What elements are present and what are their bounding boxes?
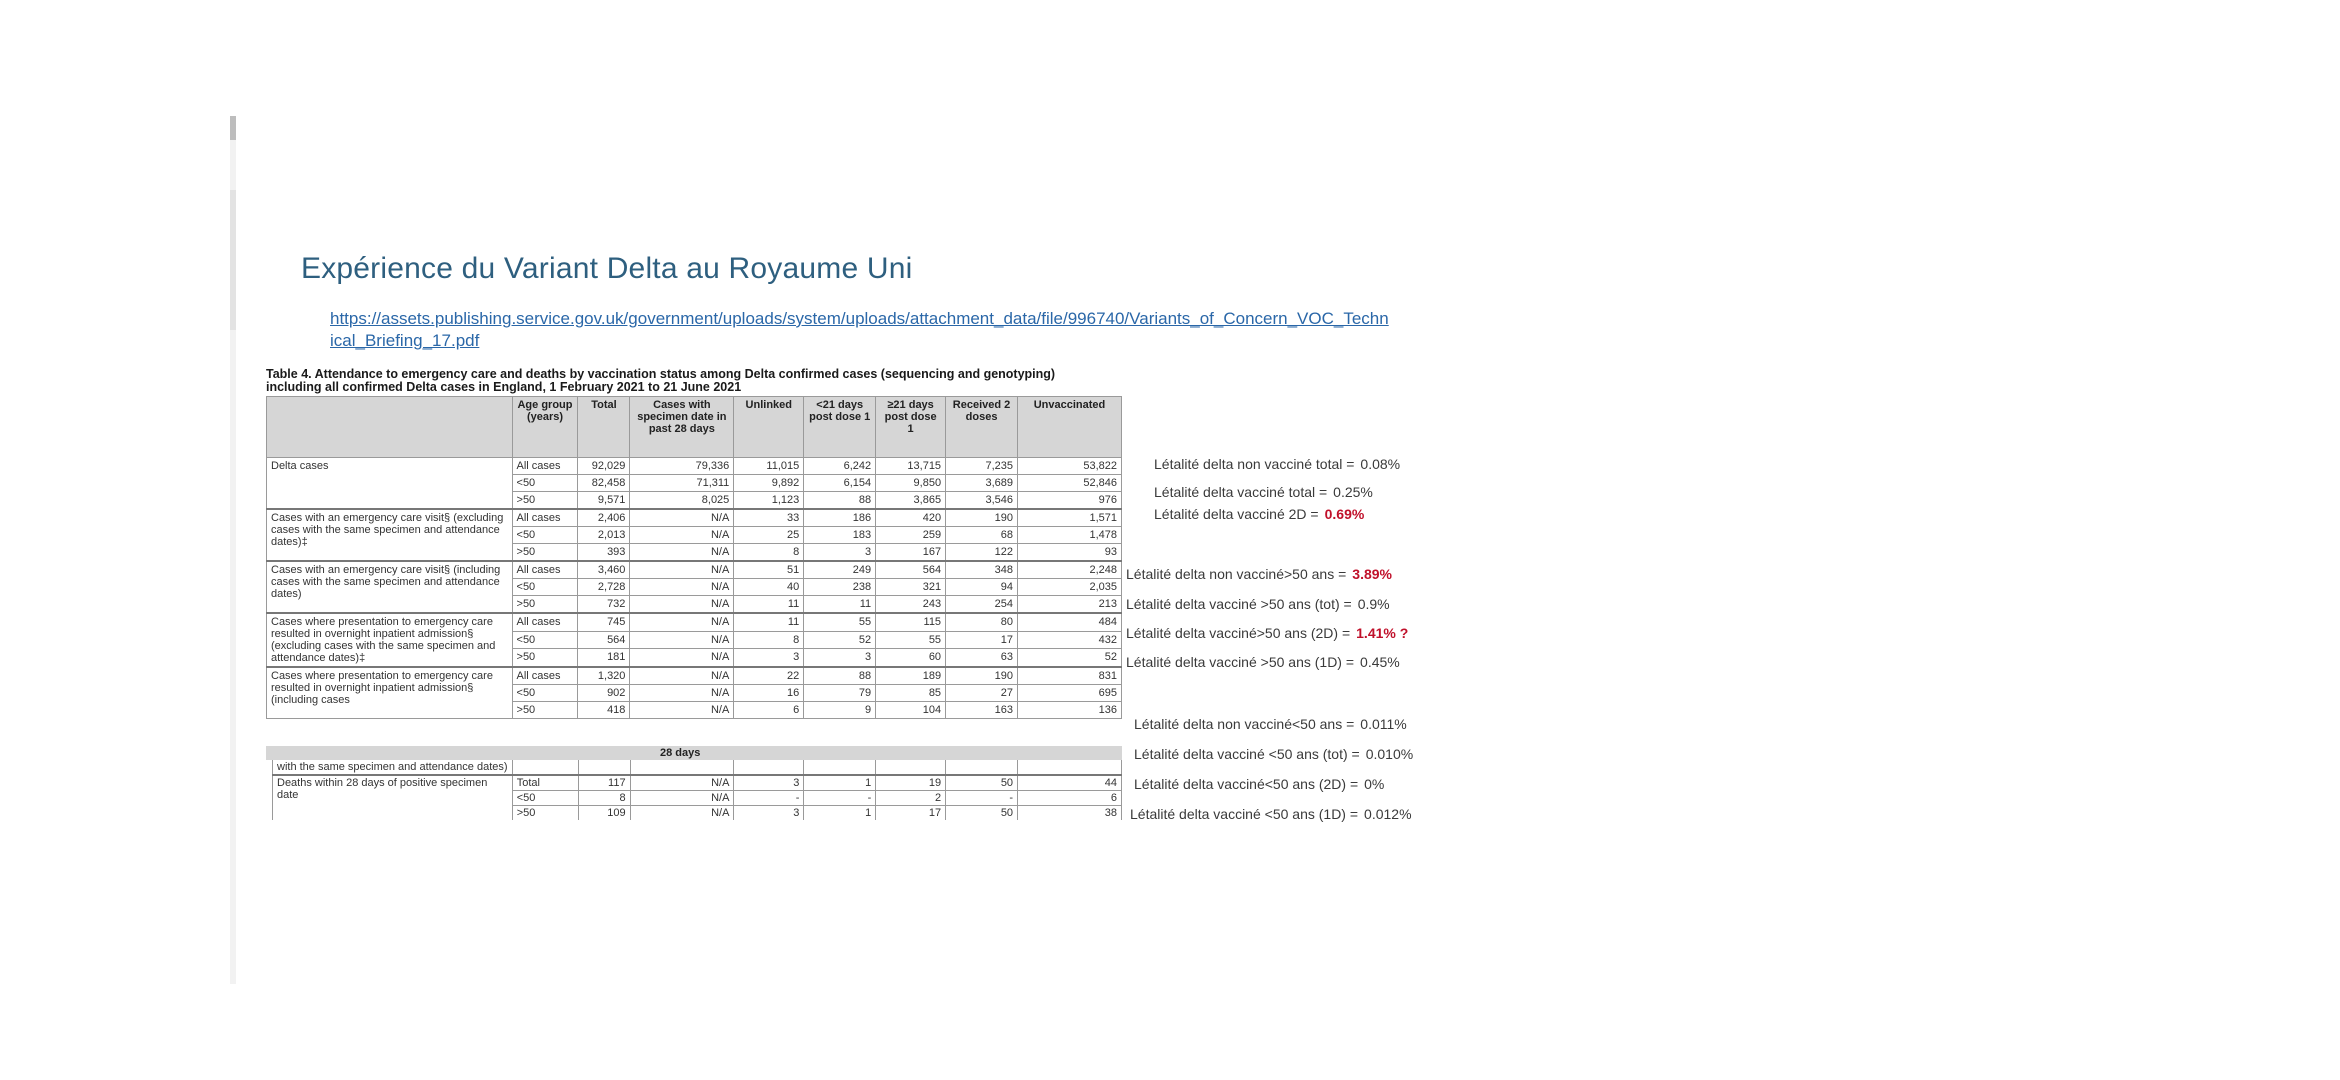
attendance-deaths-table-continued: [272, 760, 1122, 820]
table-cell: 16: [734, 685, 804, 702]
table-cell: 85: [876, 685, 946, 702]
table-cell: 9,850: [876, 475, 946, 492]
table-row: [267, 458, 1122, 475]
table-cell: 186: [804, 509, 876, 527]
table-cell: 17: [946, 631, 1018, 649]
table-cell: 213: [1018, 596, 1122, 614]
lethality-value: 0.010%: [1365, 746, 1414, 762]
table-cell: 11,015: [734, 458, 804, 475]
table-cell: 92,029: [578, 458, 630, 475]
lethality-note: [1126, 596, 1390, 612]
lethality-value: 3.89%: [1352, 566, 1392, 582]
attendance-deaths-table: [266, 396, 1122, 719]
lethality-label: Létalité delta vacciné 2D =: [1154, 506, 1319, 522]
table-cell: 2: [876, 791, 946, 806]
table-cell: 420: [876, 509, 946, 527]
table-cell: 564: [578, 631, 630, 649]
table-cell-age-group: All cases: [512, 613, 578, 631]
lethality-note: [1134, 746, 1413, 762]
table-cell: N/A: [630, 702, 734, 719]
table-cell: 348: [946, 561, 1018, 579]
table-cell: 40: [734, 579, 804, 596]
table-cell: 183: [804, 527, 876, 544]
table-cell: N/A: [630, 544, 734, 562]
table-body-continued: [273, 760, 1122, 820]
table-header-cell: Unvaccinated: [1018, 397, 1122, 458]
lethality-value: 1.41% ?: [1356, 625, 1409, 641]
lethality-label: Létalité delta vacciné<50 ans (2D) =: [1134, 776, 1359, 792]
lethality-note: [1126, 566, 1392, 582]
table-cell: N/A: [630, 649, 734, 667]
table-cell: [512, 760, 578, 775]
table-cell-age-group: <50: [512, 685, 578, 702]
table-cell-age-group: >50: [512, 544, 578, 562]
table-cell: 2,406: [578, 509, 630, 527]
lethality-note: [1126, 625, 1408, 641]
slide-left-edge-marker: [230, 116, 236, 140]
table-cell-age-group: <50: [512, 475, 578, 492]
table-cell: N/A: [630, 596, 734, 614]
lethality-note: [1154, 456, 1400, 472]
table-cell: N/A: [630, 509, 734, 527]
table-cell: 3: [734, 806, 804, 821]
table-cell: 1,571: [1018, 509, 1122, 527]
table-cell-age-group: >50: [512, 702, 578, 719]
lethality-value: 0.69%: [1324, 506, 1365, 522]
table-cell: 181: [578, 649, 630, 667]
table-cell: 6,154: [804, 475, 876, 492]
table-cell: 3: [734, 775, 804, 791]
table-cell: N/A: [630, 613, 734, 631]
table-cell: 19: [876, 775, 946, 791]
table-cell: 418: [578, 702, 630, 719]
table-header-cell: Cases with specimen date in past 28 days: [630, 397, 734, 458]
table-cell: 1,320: [578, 667, 630, 685]
table-cell-category: Cases where presentation to emergency care resulted in overnight inpatient admission§ (including cases: [267, 667, 513, 719]
table-cell: 63: [946, 649, 1018, 667]
table-cell-category: Cases with an emergency care visit§ (including cases with the same specimen and attendance dates): [267, 561, 513, 613]
table-header-cell: Age group (years): [512, 397, 578, 458]
table-cell: 71,311: [630, 475, 734, 492]
table-cell: 2,728: [578, 579, 630, 596]
table-cell: 167: [876, 544, 946, 562]
table-cell: 13,715: [876, 458, 946, 475]
lethality-note: [1126, 654, 1400, 670]
table-cell: 976: [1018, 492, 1122, 510]
table-cell-category: Deaths within 28 days of positive specimen date: [273, 775, 513, 820]
table-cell: 8: [734, 631, 804, 649]
table-cell: 1,478: [1018, 527, 1122, 544]
table-cell: 25: [734, 527, 804, 544]
table-cell: 6,242: [804, 458, 876, 475]
table-cell: 9,892: [734, 475, 804, 492]
table-cell: 88: [804, 667, 876, 685]
table-cell: 190: [946, 509, 1018, 527]
table-cell: 2,013: [578, 527, 630, 544]
table-cell: 33: [734, 509, 804, 527]
table-cell: 6: [1018, 791, 1122, 806]
table-cell: [578, 760, 630, 775]
table-cell-category: with the same specimen and attendance dates): [273, 760, 513, 775]
lethality-value: 0.011%: [1360, 716, 1407, 732]
table-cell: 44: [1018, 775, 1122, 791]
lethality-value: 0%: [1364, 776, 1385, 792]
table-cell: 122: [946, 544, 1018, 562]
table-cell: N/A: [630, 631, 734, 649]
table-cell: [630, 760, 734, 775]
table-cell: 745: [578, 613, 630, 631]
source-link[interactable]: https://assets.publishing.service.gov.uk/government/uploads/system/uploads/attachment_data/file/996740/Variants_of_Concern_VOC_Technical_Briefing_17.pdf: [330, 309, 1389, 350]
lethality-label: Létalité delta vacciné total =: [1154, 484, 1328, 500]
lethality-value: 0.25%: [1333, 484, 1373, 500]
lethality-label: Létalité delta non vacciné>50 ans =: [1126, 566, 1347, 582]
lethality-label: Létalité delta vacciné <50 ans (tot) =: [1134, 746, 1360, 762]
table-cell-age-group: <50: [512, 631, 578, 649]
table-cell: N/A: [630, 579, 734, 596]
table-cell: 52,846: [1018, 475, 1122, 492]
lethality-label: Létalité delta non vacciné<50 ans =: [1134, 716, 1355, 732]
table-cell-age-group: All cases: [512, 458, 578, 475]
table-cell: 254: [946, 596, 1018, 614]
table-cell: 163: [946, 702, 1018, 719]
table-cell: 432: [1018, 631, 1122, 649]
lethality-label: Létalité delta vacciné>50 ans (2D) =: [1126, 625, 1351, 641]
table-cell: 51: [734, 561, 804, 579]
table-cell: 17: [876, 806, 946, 821]
table-cell-age-group: >50: [512, 649, 578, 667]
table-cell-age-group: <50: [512, 527, 578, 544]
table-cell: N/A: [630, 667, 734, 685]
table-cell: N/A: [630, 527, 734, 544]
table-cell: 22: [734, 667, 804, 685]
table-cell: 11: [804, 596, 876, 614]
lethality-value: 0.08%: [1360, 456, 1401, 472]
table-cell: 6: [734, 702, 804, 719]
table-cell: 259: [876, 527, 946, 544]
table-cell: 38: [1018, 806, 1122, 821]
table-row: [273, 775, 1122, 791]
table-cell: 104: [876, 702, 946, 719]
table-cell-category: Delta cases: [267, 458, 513, 510]
table-cell: [734, 760, 804, 775]
lethality-note: [1130, 806, 1412, 822]
lethality-label: Létalité delta vacciné >50 ans (tot) =: [1126, 596, 1352, 612]
table-cell-age-group: <50: [512, 579, 578, 596]
table-cell: 3: [804, 649, 876, 667]
table-cell-age-group: All cases: [512, 561, 578, 579]
lethality-label: Létalité delta non vacciné total =: [1154, 456, 1355, 472]
table-cell: 321: [876, 579, 946, 596]
table-cell-age-group: All cases: [512, 667, 578, 685]
table-cell: 3: [804, 544, 876, 562]
table-cell: 2,035: [1018, 579, 1122, 596]
table-cell: -: [734, 791, 804, 806]
table-header-cell: Total: [578, 397, 630, 458]
table-cell: [876, 760, 946, 775]
table-cell: 27: [946, 685, 1018, 702]
table-cell: 732: [578, 596, 630, 614]
lethality-value: 0.45%: [1360, 654, 1400, 670]
table-caption: Table 4. Attendance to emergency care and deaths by vaccination status among Delta confirmed cases (sequencing and genotyping) including all confirmed Delta cases in England, 1 February 2021 to 21 June 2021: [266, 367, 1056, 394]
table-cell: 831: [1018, 667, 1122, 685]
lethality-label: Létalité delta vacciné >50 ans (1D) =: [1126, 654, 1355, 670]
table-cell: 564: [876, 561, 946, 579]
table-cell: 3,865: [876, 492, 946, 510]
table-cell: 82,458: [578, 475, 630, 492]
table-cell: [946, 760, 1018, 775]
table-cell: 484: [1018, 613, 1122, 631]
table-cell-category: Cases where presentation to emergency care resulted in overnight inpatient admission§ (excluding cases with the same specimen and attendance dates)‡: [267, 613, 513, 667]
table-cell-age-group: >50: [512, 596, 578, 614]
table-header-cell: Received 2 doses: [946, 397, 1018, 458]
table-cell: 7,235: [946, 458, 1018, 475]
table-cell: 3: [734, 649, 804, 667]
table-cell-age-group: <50: [512, 791, 578, 806]
lethality-label: Létalité delta vacciné <50 ans (1D) =: [1130, 806, 1359, 822]
table-cell: [804, 760, 876, 775]
table-cell: 238: [804, 579, 876, 596]
table-cell: [1018, 760, 1122, 775]
table-cell: 393: [578, 544, 630, 562]
table-cell: 11: [734, 613, 804, 631]
table-cell: 117: [578, 775, 630, 791]
table-cell-category: Cases with an emergency care visit§ (excluding cases with the same specimen and attendance dates)‡: [267, 509, 513, 561]
table-cell: 11: [734, 596, 804, 614]
table-cell-age-group: Total: [512, 775, 578, 791]
table-cell: -: [804, 791, 876, 806]
table-cell: 1: [804, 775, 876, 791]
table-cell: 55: [876, 631, 946, 649]
table-cell: N/A: [630, 685, 734, 702]
table-cell: 115: [876, 613, 946, 631]
table-body: [267, 458, 1122, 719]
table-cell: 94: [946, 579, 1018, 596]
table-cell: 55: [804, 613, 876, 631]
table-cell: 109: [578, 806, 630, 821]
table-cell: N/A: [630, 775, 734, 791]
table-cell: 93: [1018, 544, 1122, 562]
table-cell: 80: [946, 613, 1018, 631]
table-cell: 79,336: [630, 458, 734, 475]
lethality-note: [1154, 484, 1373, 500]
table-cell: 52: [804, 631, 876, 649]
table-cell: 9: [804, 702, 876, 719]
table-cell: -: [946, 791, 1018, 806]
table-cell-age-group: >50: [512, 806, 578, 821]
table-cell: 190: [946, 667, 1018, 685]
table-cell: 50: [946, 775, 1018, 791]
table-row: [273, 760, 1122, 775]
table-cell: N/A: [630, 561, 734, 579]
table-cell: 8: [734, 544, 804, 562]
lethality-note: [1134, 776, 1384, 792]
table-cell: 3,689: [946, 475, 1018, 492]
table-header-cell: ≥21 days post dose 1: [876, 397, 946, 458]
table-header-cell: Unlinked: [734, 397, 804, 458]
table-cell: 243: [876, 596, 946, 614]
table-cell: 249: [804, 561, 876, 579]
table-cell: 8: [578, 791, 630, 806]
table-header-cell: <21 days post dose 1: [804, 397, 876, 458]
table-header-cell: [267, 397, 513, 458]
table-cell: 88: [804, 492, 876, 510]
table-cell: 79: [804, 685, 876, 702]
table-cell: 2,248: [1018, 561, 1122, 579]
table-cell: 9,571: [578, 492, 630, 510]
table-row: [267, 613, 1122, 631]
table-cell: 695: [1018, 685, 1122, 702]
table-cell: 1,123: [734, 492, 804, 510]
table-cell: 60: [876, 649, 946, 667]
table-row: [267, 509, 1122, 527]
table-cell: 3,460: [578, 561, 630, 579]
table-row: [267, 561, 1122, 579]
table-cell-age-group: >50: [512, 492, 578, 510]
table-header: [267, 397, 1122, 458]
table-cell: 189: [876, 667, 946, 685]
table-cell: 136: [1018, 702, 1122, 719]
table-cell: N/A: [630, 791, 734, 806]
slide-left-edge-shade: [230, 190, 236, 330]
lethality-value: 0.012%: [1364, 806, 1412, 822]
table-cell: 68: [946, 527, 1018, 544]
table-cell: 50: [946, 806, 1018, 821]
table-cell: 8,025: [630, 492, 734, 510]
lethality-note: [1134, 716, 1407, 732]
table-cell: N/A: [630, 806, 734, 821]
table-cell: 902: [578, 685, 630, 702]
table-cell-age-group: All cases: [512, 509, 578, 527]
table-row: [267, 667, 1122, 685]
table-cell: 53,822: [1018, 458, 1122, 475]
table-cell: 1: [804, 806, 876, 821]
slide-title: Expérience du Variant Delta au Royaume Uni: [301, 252, 913, 285]
table-band-label: 28 days: [660, 747, 701, 759]
lethality-value: 0.9%: [1357, 596, 1390, 612]
lethality-note: [1154, 506, 1364, 522]
table-cell: 3,546: [946, 492, 1018, 510]
table-cell: 52: [1018, 649, 1122, 667]
